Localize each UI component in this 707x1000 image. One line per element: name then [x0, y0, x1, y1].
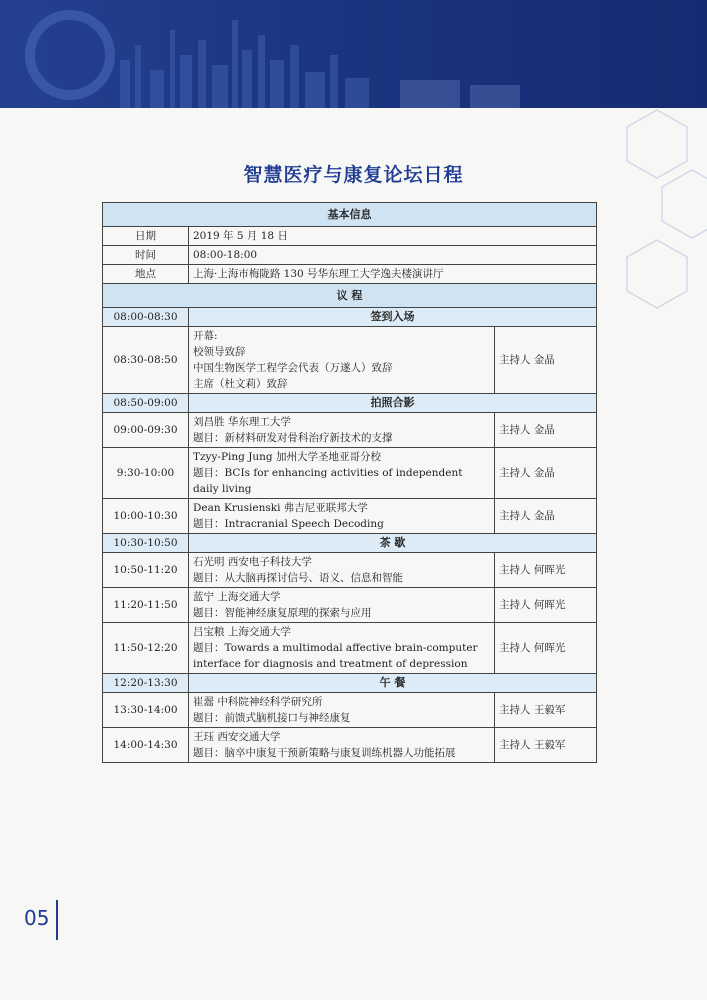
session-host: 主持人 金晶	[495, 327, 597, 394]
session-line: 题目：Intracranial Speech Decoding	[193, 518, 384, 530]
agenda-session-row	[103, 728, 597, 763]
session-time: 11:20-11:50	[103, 588, 189, 623]
header-banner	[0, 0, 707, 108]
info-label: 地点	[103, 265, 189, 284]
agenda-break-row	[103, 308, 597, 327]
session-time: 9:30-10:00	[103, 448, 189, 499]
session-line: 题目：前馈式脑机接口与神经康复	[193, 712, 351, 724]
session-time: 08:30-08:50	[103, 327, 189, 394]
basic-info-row	[103, 227, 597, 246]
page-title: 智慧医疗与康复论坛日程	[243, 164, 464, 186]
session-time: 08:00-08:30	[103, 308, 189, 327]
session-line: 石光明 西安电子科技大学	[193, 556, 312, 568]
session-line: 主席（杜文莉）致辞	[193, 378, 288, 390]
session-line: 王珏 西安交通大学	[193, 731, 281, 743]
agenda-session-row	[103, 448, 597, 499]
agenda-break-row	[103, 534, 597, 553]
agenda-break-row	[103, 674, 597, 693]
session-content	[189, 588, 495, 623]
session-content	[189, 728, 495, 763]
page-number-divider	[56, 900, 58, 940]
agenda-header: 议 程	[103, 284, 597, 308]
agenda-session-row	[103, 588, 597, 623]
session-content	[189, 327, 495, 394]
session-time: 10:30-10:50	[103, 534, 189, 553]
session-line: 刘昌胜 华东理工大学	[193, 416, 291, 428]
session-line: 题目：Towards a multimodal affective brain-computer interface for diagnosis and treatment of depression	[193, 642, 478, 670]
agenda-session-row	[103, 553, 597, 588]
session-host: 主持人 何晖光	[495, 588, 597, 623]
session-host: 主持人 何晖光	[495, 553, 597, 588]
session-content	[189, 448, 495, 499]
session-content	[189, 693, 495, 728]
basic-info-header: 基本信息	[103, 203, 597, 227]
agenda-header-row	[103, 284, 597, 308]
session-line: 题目：BCIs for enhancing activities of independent daily living	[193, 467, 463, 495]
info-value: 上海·上海市梅陇路 130 号华东理工大学逸夫楼演讲厅	[189, 265, 597, 284]
city-skyline-graphic	[0, 0, 707, 108]
session-content	[189, 499, 495, 534]
session-time: 12:20-13:30	[103, 674, 189, 693]
session-line: 题目：新材料研发对骨科治疗新技术的支撑	[193, 432, 393, 444]
session-line: 开幕:	[193, 330, 218, 342]
session-host: 主持人 何晖光	[495, 623, 597, 674]
agenda-session-row	[103, 693, 597, 728]
schedule-table	[102, 202, 597, 763]
session-time: 08:50-09:00	[103, 394, 189, 413]
session-host: 主持人 金晶	[495, 499, 597, 534]
hexagon-decoration	[597, 100, 707, 360]
agenda-session-row	[103, 327, 597, 394]
agenda-session-row	[103, 413, 597, 448]
basic-info-row	[103, 246, 597, 265]
agenda-break-row	[103, 394, 597, 413]
basic-info-row	[103, 265, 597, 284]
session-time: 11:50-12:20	[103, 623, 189, 674]
break-label: 茶 歇	[189, 534, 597, 553]
session-content	[189, 553, 495, 588]
session-time: 10:50-11:20	[103, 553, 189, 588]
page-number: 05	[24, 906, 50, 930]
agenda-session-row	[103, 623, 597, 674]
session-line: 校领导致辞	[193, 346, 246, 358]
info-label: 时间	[103, 246, 189, 265]
break-label: 拍照合影	[189, 394, 597, 413]
session-line: Tzyy-Ping Jung 加州大学圣地亚哥分校	[193, 451, 381, 463]
session-time: 10:00-10:30	[103, 499, 189, 534]
session-line: Dean Krusienski 弗吉尼亚联邦大学	[193, 502, 368, 514]
info-value: 08:00-18:00	[189, 246, 597, 265]
session-time: 09:00-09:30	[103, 413, 189, 448]
session-line: 中国生物医学工程学会代表（万遂人）致辞	[193, 362, 393, 374]
break-label: 午 餐	[189, 674, 597, 693]
session-host: 主持人 金晶	[495, 448, 597, 499]
session-line: 崔翯 中科院神经科学研究所	[193, 696, 323, 708]
session-time: 14:00-14:30	[103, 728, 189, 763]
session-time: 13:30-14:00	[103, 693, 189, 728]
session-line: 蓝宁 上海交通大学	[193, 591, 281, 603]
break-label: 签到入场	[189, 308, 597, 327]
session-host: 主持人 王毅军	[495, 693, 597, 728]
session-line: 题目：从大脑再探讨信号、语义、信息和智能	[193, 572, 403, 584]
session-content	[189, 623, 495, 674]
session-host: 主持人 金晶	[495, 413, 597, 448]
session-line: 吕宝粮 上海交通大学	[193, 626, 291, 638]
session-line: 题目：脑卒中康复干预新策略与康复训练机器人功能拓展	[193, 747, 456, 759]
session-line: 题目：智能神经康复原理的探索与应用	[193, 607, 372, 619]
info-value: 2019 年 5 月 18 日	[189, 227, 597, 246]
basic-info-header-row	[103, 203, 597, 227]
info-label: 日期	[103, 227, 189, 246]
session-content	[189, 413, 495, 448]
session-host: 主持人 王毅军	[495, 728, 597, 763]
agenda-session-row	[103, 499, 597, 534]
